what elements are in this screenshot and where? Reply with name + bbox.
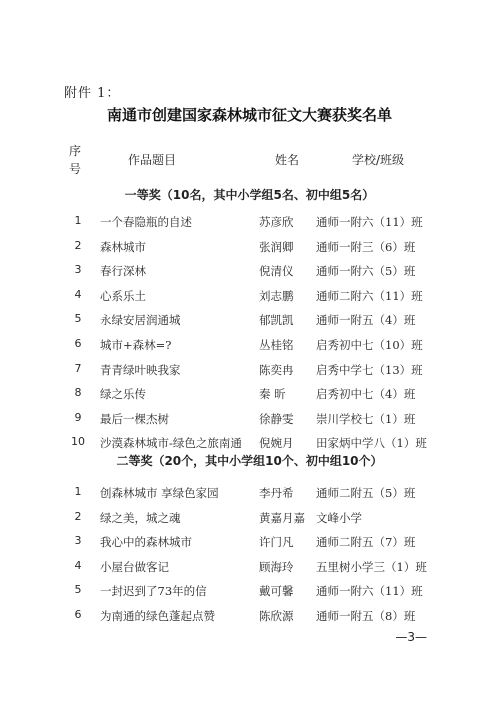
table-row [0, 214, 499, 234]
school-class: 通师二附五（5）班 [316, 486, 416, 500]
work-title: 创森林城市 享绿色家园 [100, 486, 219, 500]
table-row [0, 337, 499, 357]
work-title: 青青绿叶映我家 [100, 363, 181, 377]
author-name: 陈欣源 [259, 609, 294, 623]
work-title: 一封迟到了73年的信 [100, 584, 207, 598]
author-name: 许门凡 [259, 535, 294, 549]
row-number: 6 [74, 608, 82, 621]
school-class: 通师一附六（5）班 [316, 264, 416, 278]
school-class: 五里树小学三（1）班 [316, 560, 427, 574]
header-work-title: 作品题目 [128, 153, 177, 167]
work-title: 最后一棵杰树 [100, 412, 169, 426]
author-name: 顾海玲 [259, 560, 294, 574]
work-title: 绿之美，城之魂 [100, 511, 181, 525]
author-name: 戴可馨 [259, 584, 294, 598]
school-class: 通师一附五（8）班 [316, 609, 416, 623]
page-title: 南通市创建国家森林城市征文大赛获奖名单 [106, 106, 392, 124]
author-name: 刘志鹏 [259, 289, 294, 303]
work-title: 绿之乐传 [100, 387, 146, 401]
row-number: 6 [74, 337, 82, 350]
row-number: 9 [74, 411, 82, 424]
table-row [0, 485, 499, 505]
author-name: 陈奕冉 [259, 363, 294, 377]
table-row [0, 239, 499, 259]
row-number: 8 [74, 386, 82, 399]
table-row [0, 583, 499, 603]
author-name: 张润卿 [259, 240, 294, 254]
school-class: 启秀初中七（10）班 [316, 338, 423, 352]
work-title: 心系乐土 [100, 289, 146, 303]
school-class: 通师一附六（11）班 [316, 584, 423, 598]
table-row [0, 263, 499, 283]
author-name: 秦 昕 [259, 387, 286, 401]
row-number: 10 [71, 435, 85, 448]
school-class: 通师一附三（6）班 [316, 240, 416, 254]
school-class: 通师一附五（4）班 [316, 313, 416, 327]
header-seq: 序号 [68, 144, 81, 176]
author-name: 郁凯凯 [259, 313, 294, 327]
table-row [0, 288, 499, 308]
school-class: 通师二附五（7）班 [316, 535, 416, 549]
table-row [0, 559, 499, 579]
table-row [0, 411, 499, 431]
table-row [0, 312, 499, 332]
author-name: 丛桂铭 [259, 338, 294, 352]
work-title: 小屋台做客记 [100, 560, 169, 574]
row-number: 3 [74, 263, 82, 276]
table-row [0, 362, 499, 382]
author-name: 苏彦欣 [259, 215, 294, 229]
work-title: 为南通的绿色蓬起点赞 [100, 609, 215, 623]
author-name: 倪清仪 [259, 264, 294, 278]
table-row [0, 608, 499, 628]
row-number: 7 [74, 362, 82, 375]
row-number: 4 [74, 559, 82, 572]
row-number: 1 [74, 214, 82, 227]
table-row [0, 510, 499, 530]
school-class: 通师一附六（11）班 [316, 215, 423, 229]
page-number: —3— [395, 630, 427, 644]
work-title: 森林城市 [100, 240, 146, 254]
row-number: 3 [74, 534, 82, 547]
school-class: 启秀初中七（4）班 [316, 387, 416, 401]
work-title: 春行深林 [100, 264, 146, 278]
school-class: 通师二附六（11）班 [316, 289, 423, 303]
work-title: 永绿安居润通城 [100, 313, 181, 327]
author-name: 徐静雯 [259, 412, 294, 426]
work-title: 城市+森林=? [100, 338, 172, 352]
author-name: 李丹希 [259, 486, 294, 500]
row-number: 2 [74, 239, 82, 252]
table-row [0, 386, 499, 406]
row-number: 5 [74, 583, 82, 596]
section-heading: 一等奖（10名，其中小学组5名、初中组5名） [124, 188, 375, 202]
row-number: 1 [74, 485, 82, 498]
row-number: 2 [74, 510, 82, 523]
header-school: 学校/班级 [352, 153, 405, 167]
header-name: 姓名 [275, 153, 300, 167]
attachment-label: 附件 1： [64, 86, 121, 101]
school-class: 启秀中学七（13）班 [316, 363, 423, 377]
author-name: 倪婉月 [259, 436, 294, 450]
work-title: 沙漠森林城市-绿色之旅南通 [100, 436, 242, 450]
author-name: 黄嘉月嘉 [259, 511, 305, 525]
row-number: 5 [74, 312, 82, 325]
school-class: 崇川学校七（1）班 [316, 412, 416, 426]
school-class: 田家炳中学八（1）班 [316, 436, 427, 450]
row-number: 4 [74, 288, 82, 301]
table-row [0, 534, 499, 554]
work-title: 一个春隐瓶的自述 [100, 215, 192, 229]
work-title: 我心中的森林城市 [100, 535, 192, 549]
school-class: 文峰小学 [316, 511, 362, 525]
section-heading: 二等奖（20个，其中小学组10个、初中组10个） [116, 454, 383, 468]
